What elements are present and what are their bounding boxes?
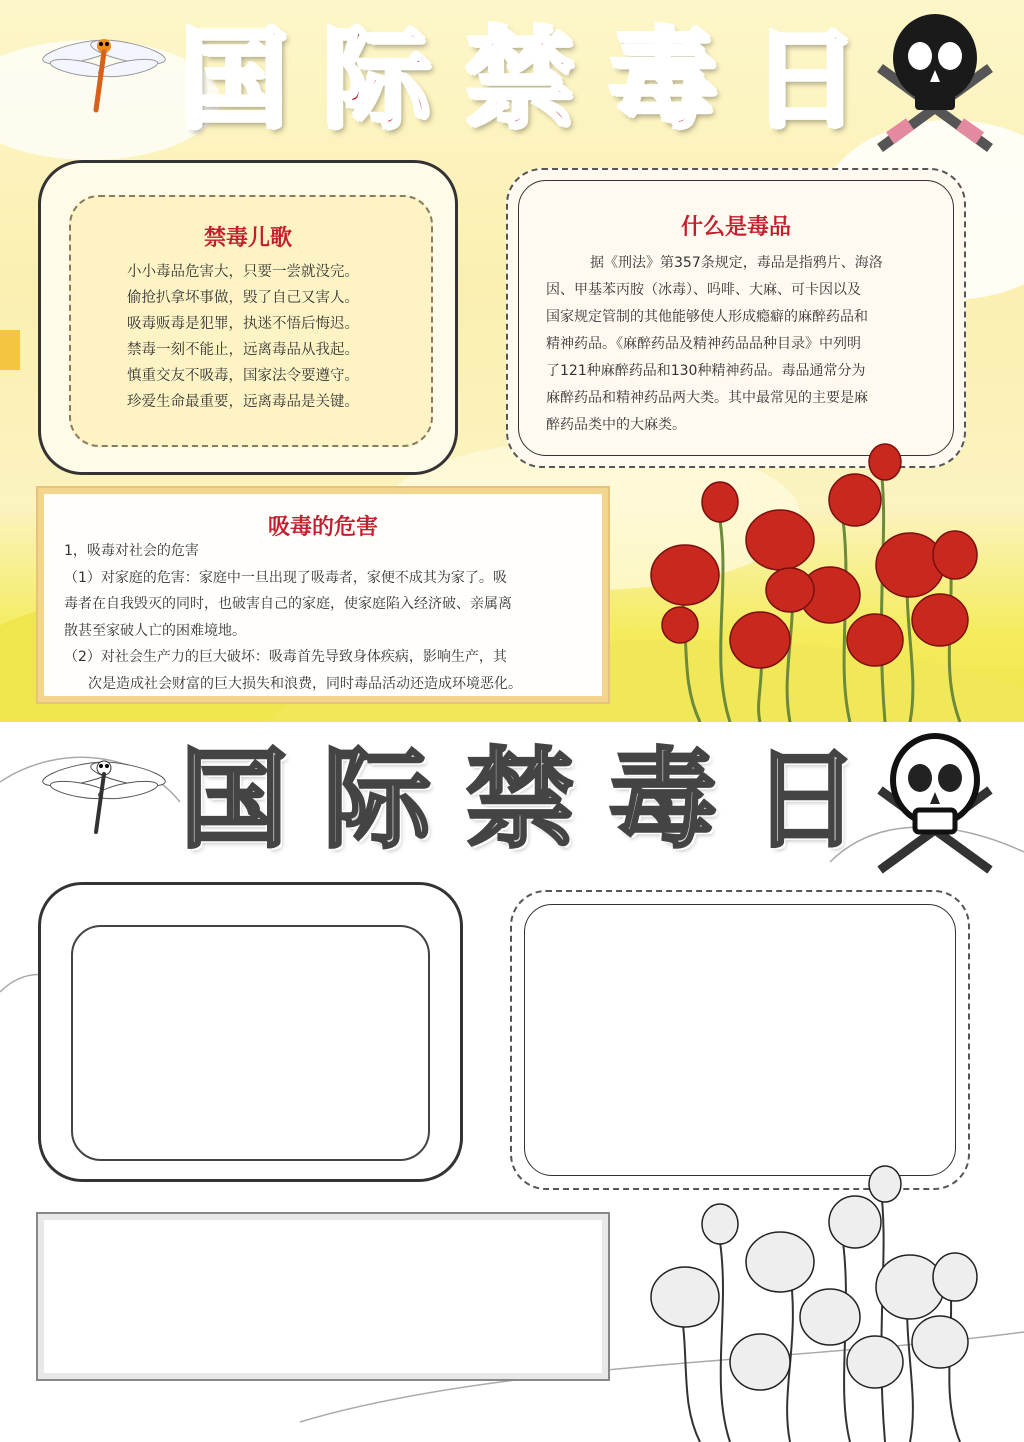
what-is-line: 麻醉药品和精神药品两大类。其中最常见的主要是麻 (546, 390, 868, 406)
what-is-line: 醉药品类中的大麻类。 (546, 417, 686, 433)
dragonfly-icon (40, 752, 170, 842)
title-char: 国 (180, 17, 289, 143)
page-title-outline (180, 737, 860, 863)
house-decoration (0, 330, 20, 370)
drug-harm-panel-blank (38, 1214, 608, 1379)
poem-line: 禁毒一刻不能止，远离毒品从我起。 (127, 342, 359, 358)
harm-line: （1）对家庭的危害：家庭中一旦出现了吸毒者，家便不成其为家了。吸 (64, 569, 507, 586)
harm-line: 次是造成社会财富的巨大损失和浪费，同时毒品活动还造成环境恶化。 (88, 675, 522, 692)
skull-crossbones-icon (860, 730, 1010, 880)
title-char: 际 (322, 17, 431, 143)
title-char: 日 (751, 737, 860, 863)
harm-line: 毒者在自我毁灭的同时，也破害自己的家庭，使家庭陷入经济破、亲属离 (64, 596, 512, 612)
dragonfly-icon (40, 30, 170, 120)
drug-harm-text (64, 538, 522, 697)
poppy-flowers-outline (640, 1162, 1000, 1442)
what-is-line: 因、甲基苯丙胺（冰毒）、吗啡、大麻、可卡因以及 (546, 282, 861, 298)
title-char: 禁 (465, 17, 574, 143)
title-char: 际 (322, 737, 431, 863)
poem-lines (127, 259, 359, 415)
what-is-line: 据《刑法》第357条规定，毒品是指鸦片、海洛 (590, 255, 883, 271)
page-title (180, 17, 860, 143)
title-char: 日 (751, 17, 860, 143)
poem-panel-blank (38, 882, 463, 1182)
poem-heading: 禁毒儿歌 (203, 226, 292, 251)
poem-line: 偷抢扒拿坏事做，毁了自己又害人。 (127, 290, 359, 306)
title-char: 毒 (608, 737, 717, 863)
what-is-drugs-text (546, 250, 883, 439)
poem-panel (38, 160, 458, 475)
poem-line: 吸毒贩毒是犯罪，执迷不悟后悔迟。 (127, 316, 359, 332)
drug-harm-heading: 吸毒的危害 (267, 515, 378, 540)
title-char: 毒 (608, 17, 717, 143)
skull-crossbones-icon (860, 8, 1010, 158)
what-is-drugs-panel-blank-inner (524, 904, 956, 1176)
what-is-line: 精神药品。《麻醉药品及精神药品品种目录》中列明 (546, 336, 861, 352)
outline-poster (0, 722, 1024, 1442)
what-is-line: 国家规定管制的其他能够使人形成瘾癖的麻醉药品和 (546, 309, 868, 325)
poem-line: 珍爱生命最重要，远离毒品是关键。 (127, 394, 359, 410)
what-is-drugs-panel-blank (510, 890, 970, 1190)
title-char: 禁 (465, 737, 574, 863)
poem-line: 慎重交友不吸毒，国家法令要遵守。 (127, 368, 359, 384)
harm-line: 散甚至家破人亡的困难境地。 (64, 622, 246, 639)
title-char: 国 (180, 737, 289, 863)
harm-line: 1，吸毒对社会的危害 (64, 543, 199, 559)
what-is-line: 了121种麻醉药品和130种精神药品。毒品通常分为 (546, 363, 866, 379)
poem-line: 小小毒品危害大，只要一尝就没完。 (127, 264, 359, 280)
drug-harm-panel (38, 488, 608, 702)
poppy-flowers-illustration (640, 440, 1000, 722)
harm-line: （2）对社会生产力的巨大破坏：吸毒首先导致身体疾病，影响生产，其 (64, 649, 507, 665)
what-is-drugs-panel (506, 168, 966, 468)
what-is-drugs-heading: 什么是毒品 (680, 215, 791, 240)
poem-panel-blank-inner (71, 925, 430, 1161)
